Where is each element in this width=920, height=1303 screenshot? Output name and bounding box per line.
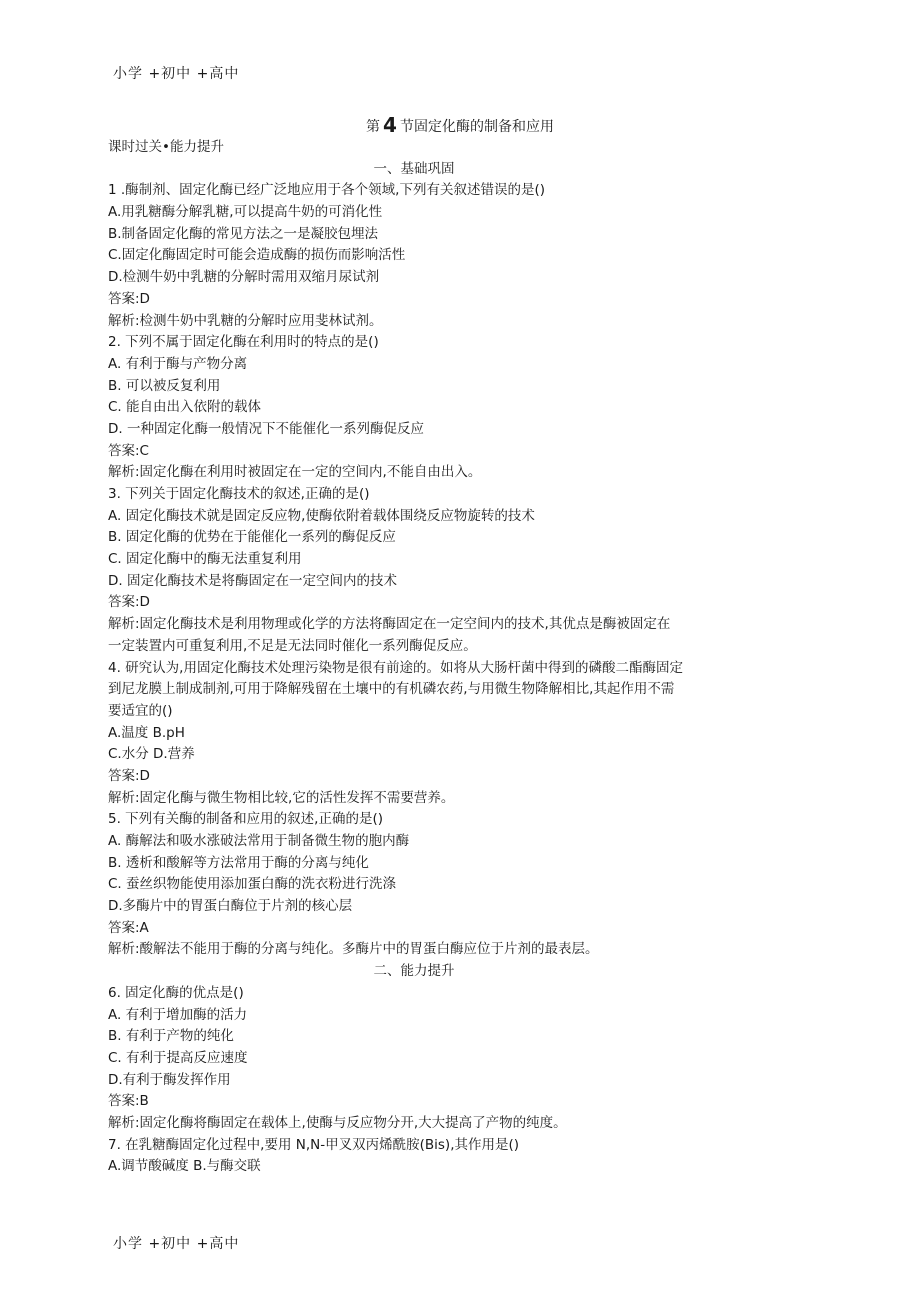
page-title — [0, 113, 920, 137]
text-line: A. 酶解法和吸水涨破法常用于制备微生物的胞内酶 — [108, 833, 410, 849]
text-line: B. 可以被反复利用 — [108, 377, 221, 394]
text-line: D.检测牛奶中乳糖的分解时需用双缩月尿试剂 — [108, 269, 380, 286]
text-line: D.有利于酶发挥作用 — [108, 1071, 231, 1088]
text-line: B. 固定化酶的优势在于能催化一系列的酶促反应 — [108, 529, 396, 546]
document-body — [108, 137, 828, 1178]
text-line: B.制备固定化酶的常见方法之一是凝胶包埋法 — [108, 225, 379, 242]
page-footer: 小学 +初中 +高中 — [113, 1236, 240, 1252]
text-line: 4. 研究认为,用固定化酶技术处理污染物是很有前途的。如将从大肠杆菌中得到的磷酸二酯酶固定 — [108, 659, 683, 676]
text-line: D. 固定化酶技术是将酶固定在一定空间内的技术 — [108, 572, 397, 589]
text-line: 解析:固定化酶与微生物相比较,它的活性发挥不需要营养。 — [108, 789, 455, 806]
section-heading: 一、基础巩固 — [373, 160, 455, 177]
text-line: 解析:固定化酶将酶固定在载体上,使酶与反应物分开,大大提高了产物的纯度。 — [108, 1114, 567, 1131]
text-line: 一定装置内可重复利用,不足是无法同时催化一系列酶促反应。 — [108, 637, 477, 654]
text-line: 1 .酶制剂、固定化酶已经广泛地应用于各个领域,下列有关叙述错误的是() — [108, 182, 545, 199]
text-line: 课时过关•能力提升 — [108, 139, 224, 155]
text-line: C.水分 D.营养 — [108, 746, 195, 763]
text-line: D. 一种固定化酶一般情况下不能催化一系列酶促反应 — [108, 420, 424, 437]
text-line: 7. 在乳糖酶固定化过程中,要用 N,N-甲叉双丙烯酰胺(Bis),其作用是() — [108, 1136, 520, 1153]
text-line: 2. 下列不属于固定化酶在利用时的特点的是() — [108, 334, 379, 351]
text-line: 解析:固定化酶技术是利用物理或化学的方法将酶固定在一定空间内的技术,其优点是酶被固定在 — [108, 616, 671, 633]
title-text: 节固定化酶的制备和应用 — [399, 119, 554, 135]
text-line: 答案:B — [108, 1093, 149, 1110]
page-header: 小学 +初中 +高中 — [113, 66, 240, 82]
text-line: 6. 固定化酶的优点是() — [108, 984, 244, 1001]
text-line: B. 有利于产物的纯化 — [108, 1028, 234, 1045]
text-line: 答案:D — [108, 290, 150, 307]
text-line: A.用乳糖酶分解乳糖,可以提高牛奶的可消化性 — [108, 204, 383, 221]
text-line: B. 透析和酸解等方法常用于酶的分离与纯化 — [108, 854, 369, 871]
section-heading: 二、能力提升 — [373, 963, 455, 980]
text-line: C. 能自由出入依附的载体 — [108, 399, 262, 416]
text-line: C.固定化酶固定时可能会造成酶的损伤而影响活性 — [108, 247, 406, 264]
title-prefix: 第 — [366, 119, 381, 135]
text-line: 解析:检测牛奶中乳糖的分解时应用斐林试剂。 — [108, 312, 383, 329]
text-line: 答案:C — [108, 442, 149, 459]
text-line: 5. 下列有关酶的制备和应用的叙述,正确的是() — [108, 811, 383, 828]
text-line: A.温度 B.pH — [108, 724, 185, 741]
text-line: 3. 下列关于固定化酶技术的叙述,正确的是() — [108, 486, 370, 502]
text-line: A.调节酸碱度 B.与酶交联 — [108, 1158, 261, 1175]
text-line: 解析:固定化酶在利用时被固定在一定的空间内,不能自由出入。 — [108, 464, 482, 481]
text-line: C. 蚕丝织物能使用添加蛋白酶的洗衣粉进行洗涤 — [108, 876, 397, 893]
text-line: A. 有利于酶与产物分离 — [108, 355, 248, 372]
text-line: 答案:A — [108, 919, 149, 936]
text-line: 要适宜的() — [108, 702, 173, 719]
title-number: 4 — [383, 113, 397, 137]
text-line: 答案:D — [108, 594, 150, 611]
text-line: C. 有利于提高反应速度 — [108, 1049, 248, 1066]
text-line: 到尼龙膜上制成制剂,可用于降解残留在土壤中的有机磷农药,与用微生物降解相比,其起作用不需 — [108, 681, 675, 698]
text-line: 解析:酸解法不能用于酶的分离与纯化。多酶片中的胃蛋白酶应位于片剂的最表层。 — [108, 941, 599, 958]
text-line: C. 固定化酶中的酶无法重复利用 — [108, 551, 302, 568]
text-line: 答案:D — [108, 767, 150, 784]
text-line: A. 有利于增加酶的活力 — [108, 1006, 248, 1023]
text-line: A. 固定化酶技术就是固定反应物,使酶依附着载体围绕反应物旋转的技术 — [108, 507, 535, 524]
text-line: D.多酶片中的胃蛋白酶位于片剂的核心层 — [108, 898, 353, 915]
